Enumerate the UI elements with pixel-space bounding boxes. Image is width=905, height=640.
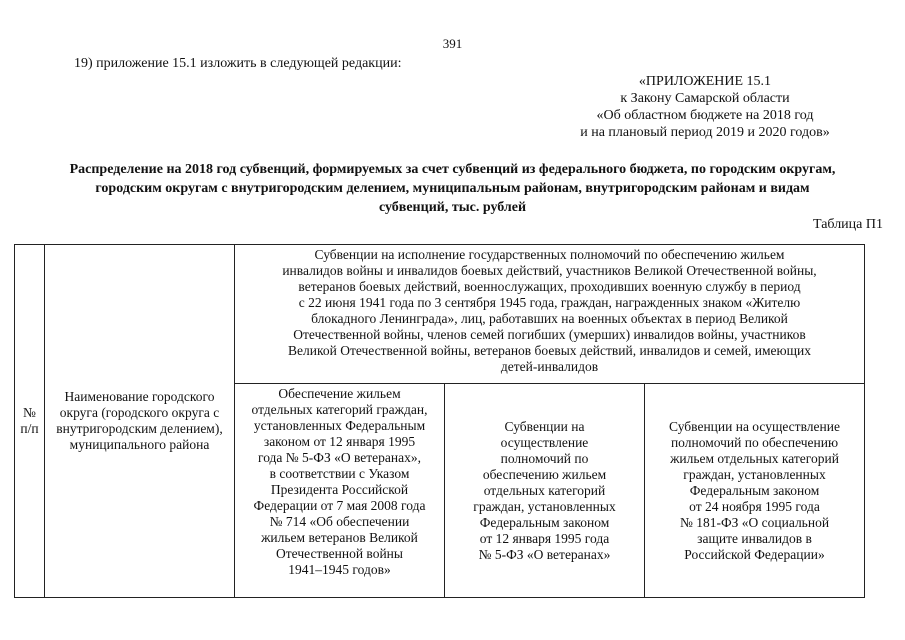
appendix-line: «ПРИЛОЖЕНИЕ 15.1 bbox=[638, 74, 772, 89]
sub-header-line: обеспечению жильем bbox=[482, 466, 607, 482]
group-header-line: с 22 июня 1941 года по 3 сентября 1945 года, граждан, награжденных знаком «Жителю bbox=[298, 295, 801, 310]
sub-header-line: Федеральным законом bbox=[689, 482, 820, 498]
group-header-line: детей-инвалидов bbox=[500, 359, 599, 374]
document-title bbox=[20, 160, 885, 217]
sub-header-line: жильем ветеранов Великой bbox=[261, 530, 418, 545]
group-header-line: Отечественной войны, членов семей погибших (умерших) инвалидов войны, участников bbox=[293, 327, 806, 342]
group-header-line: ветеранов боевых действий, военнослужащих, проходивших военную службу в период bbox=[298, 279, 801, 294]
sub-header-line: полномочий по bbox=[500, 450, 589, 466]
sub-header-line: защите инвалидов в bbox=[697, 530, 812, 546]
sub-header-line: полномочий по обеспечению bbox=[670, 434, 839, 450]
column-header-name: Наименование городского округа (городского округа с внутригородским делением), муниципального района bbox=[45, 245, 235, 598]
sub-header-line: законом от 12 января 1995 bbox=[263, 434, 416, 449]
sub-header-line: от 12 января 1995 года bbox=[479, 530, 610, 546]
sub-header-line: Субвенции на осуществление bbox=[669, 418, 840, 434]
column-header-number: № п/п bbox=[15, 245, 45, 598]
sub-header-line: от 24 ноября 1995 года bbox=[689, 498, 820, 514]
appendix-header bbox=[520, 73, 890, 141]
sub-header-veterans-law bbox=[445, 384, 645, 598]
sub-header-line: Российской Федерации» bbox=[684, 546, 825, 562]
appendix-line: и на плановый период 2019 и 2020 годов» bbox=[580, 125, 830, 140]
table-label: Таблица П1 bbox=[813, 217, 883, 232]
sub-header-line: Субвенции на bbox=[504, 418, 585, 434]
sub-header-line: установленных Федеральным bbox=[253, 418, 426, 433]
appendix-line: «Об областном бюджете на 2018 год bbox=[596, 108, 814, 123]
sub-header-line: 1941–1945 годов» bbox=[288, 562, 391, 577]
appendix-line: к Закону Самарской области bbox=[620, 91, 790, 106]
sub-header-line: Федеральным законом bbox=[479, 514, 610, 530]
sub-header-line: № 5-ФЗ «О ветеранах» bbox=[478, 546, 611, 562]
sub-header-line: Отечественной войны bbox=[276, 546, 403, 561]
sub-header-veterans-decree bbox=[235, 384, 445, 598]
title-line: Распределение на 2018 год субвенций, формируемых за счет субвенций из федерального бюджета, по городским округам, bbox=[69, 162, 836, 177]
subventions-table bbox=[14, 244, 865, 598]
group-header-line: Субвенции на исполнение государственных полномочий по обеспечению жильем bbox=[314, 247, 785, 262]
sub-header-line: Президента Российской bbox=[270, 482, 409, 497]
sub-header-line: Обеспечение жильем bbox=[278, 386, 401, 401]
group-header bbox=[235, 245, 865, 384]
group-header-line: инвалидов войны и инвалидов боевых действий, участников Великой Отечественной войны, bbox=[282, 263, 817, 278]
sub-header-line: в соответствии с Указом bbox=[269, 466, 410, 481]
sub-header-line: граждан, установленных bbox=[473, 498, 616, 514]
sub-header-disabled-protection-law bbox=[645, 384, 865, 598]
sub-header-line: года № 5-ФЗ «О ветеранах», bbox=[258, 450, 421, 465]
sub-header-line: № 714 «Об обеспечении bbox=[269, 514, 410, 529]
title-line: городским округам с внутригородским делением, муниципальным районам, внутригородским районам и видам bbox=[95, 181, 810, 196]
title-line: субвенций, тыс. рублей bbox=[378, 200, 527, 215]
sub-header-line: отдельных категорий граждан, bbox=[251, 402, 428, 417]
group-header-line: Великой Отечественной войны, ветеранов боевых действий, инвалидов и семей, имеющих bbox=[288, 343, 811, 358]
page-number: 391 bbox=[442, 36, 463, 51]
sub-header-line: осуществление bbox=[500, 434, 589, 450]
sub-header-line: Федерации от 7 мая 2008 года bbox=[253, 498, 426, 513]
sub-header-line: отдельных категорий bbox=[483, 482, 606, 498]
sub-header-line: жильем отдельных категорий bbox=[670, 450, 839, 466]
sub-header-line: № 181-ФЗ «О социальной bbox=[679, 514, 830, 530]
sub-header-line: граждан, установленных bbox=[683, 466, 826, 482]
group-header-line: блокадного Ленинграда», лиц, работавших на военных объектах в период Великой bbox=[311, 311, 788, 326]
intro-text: 19) приложение 15.1 изложить в следующей редакции: bbox=[74, 56, 402, 71]
